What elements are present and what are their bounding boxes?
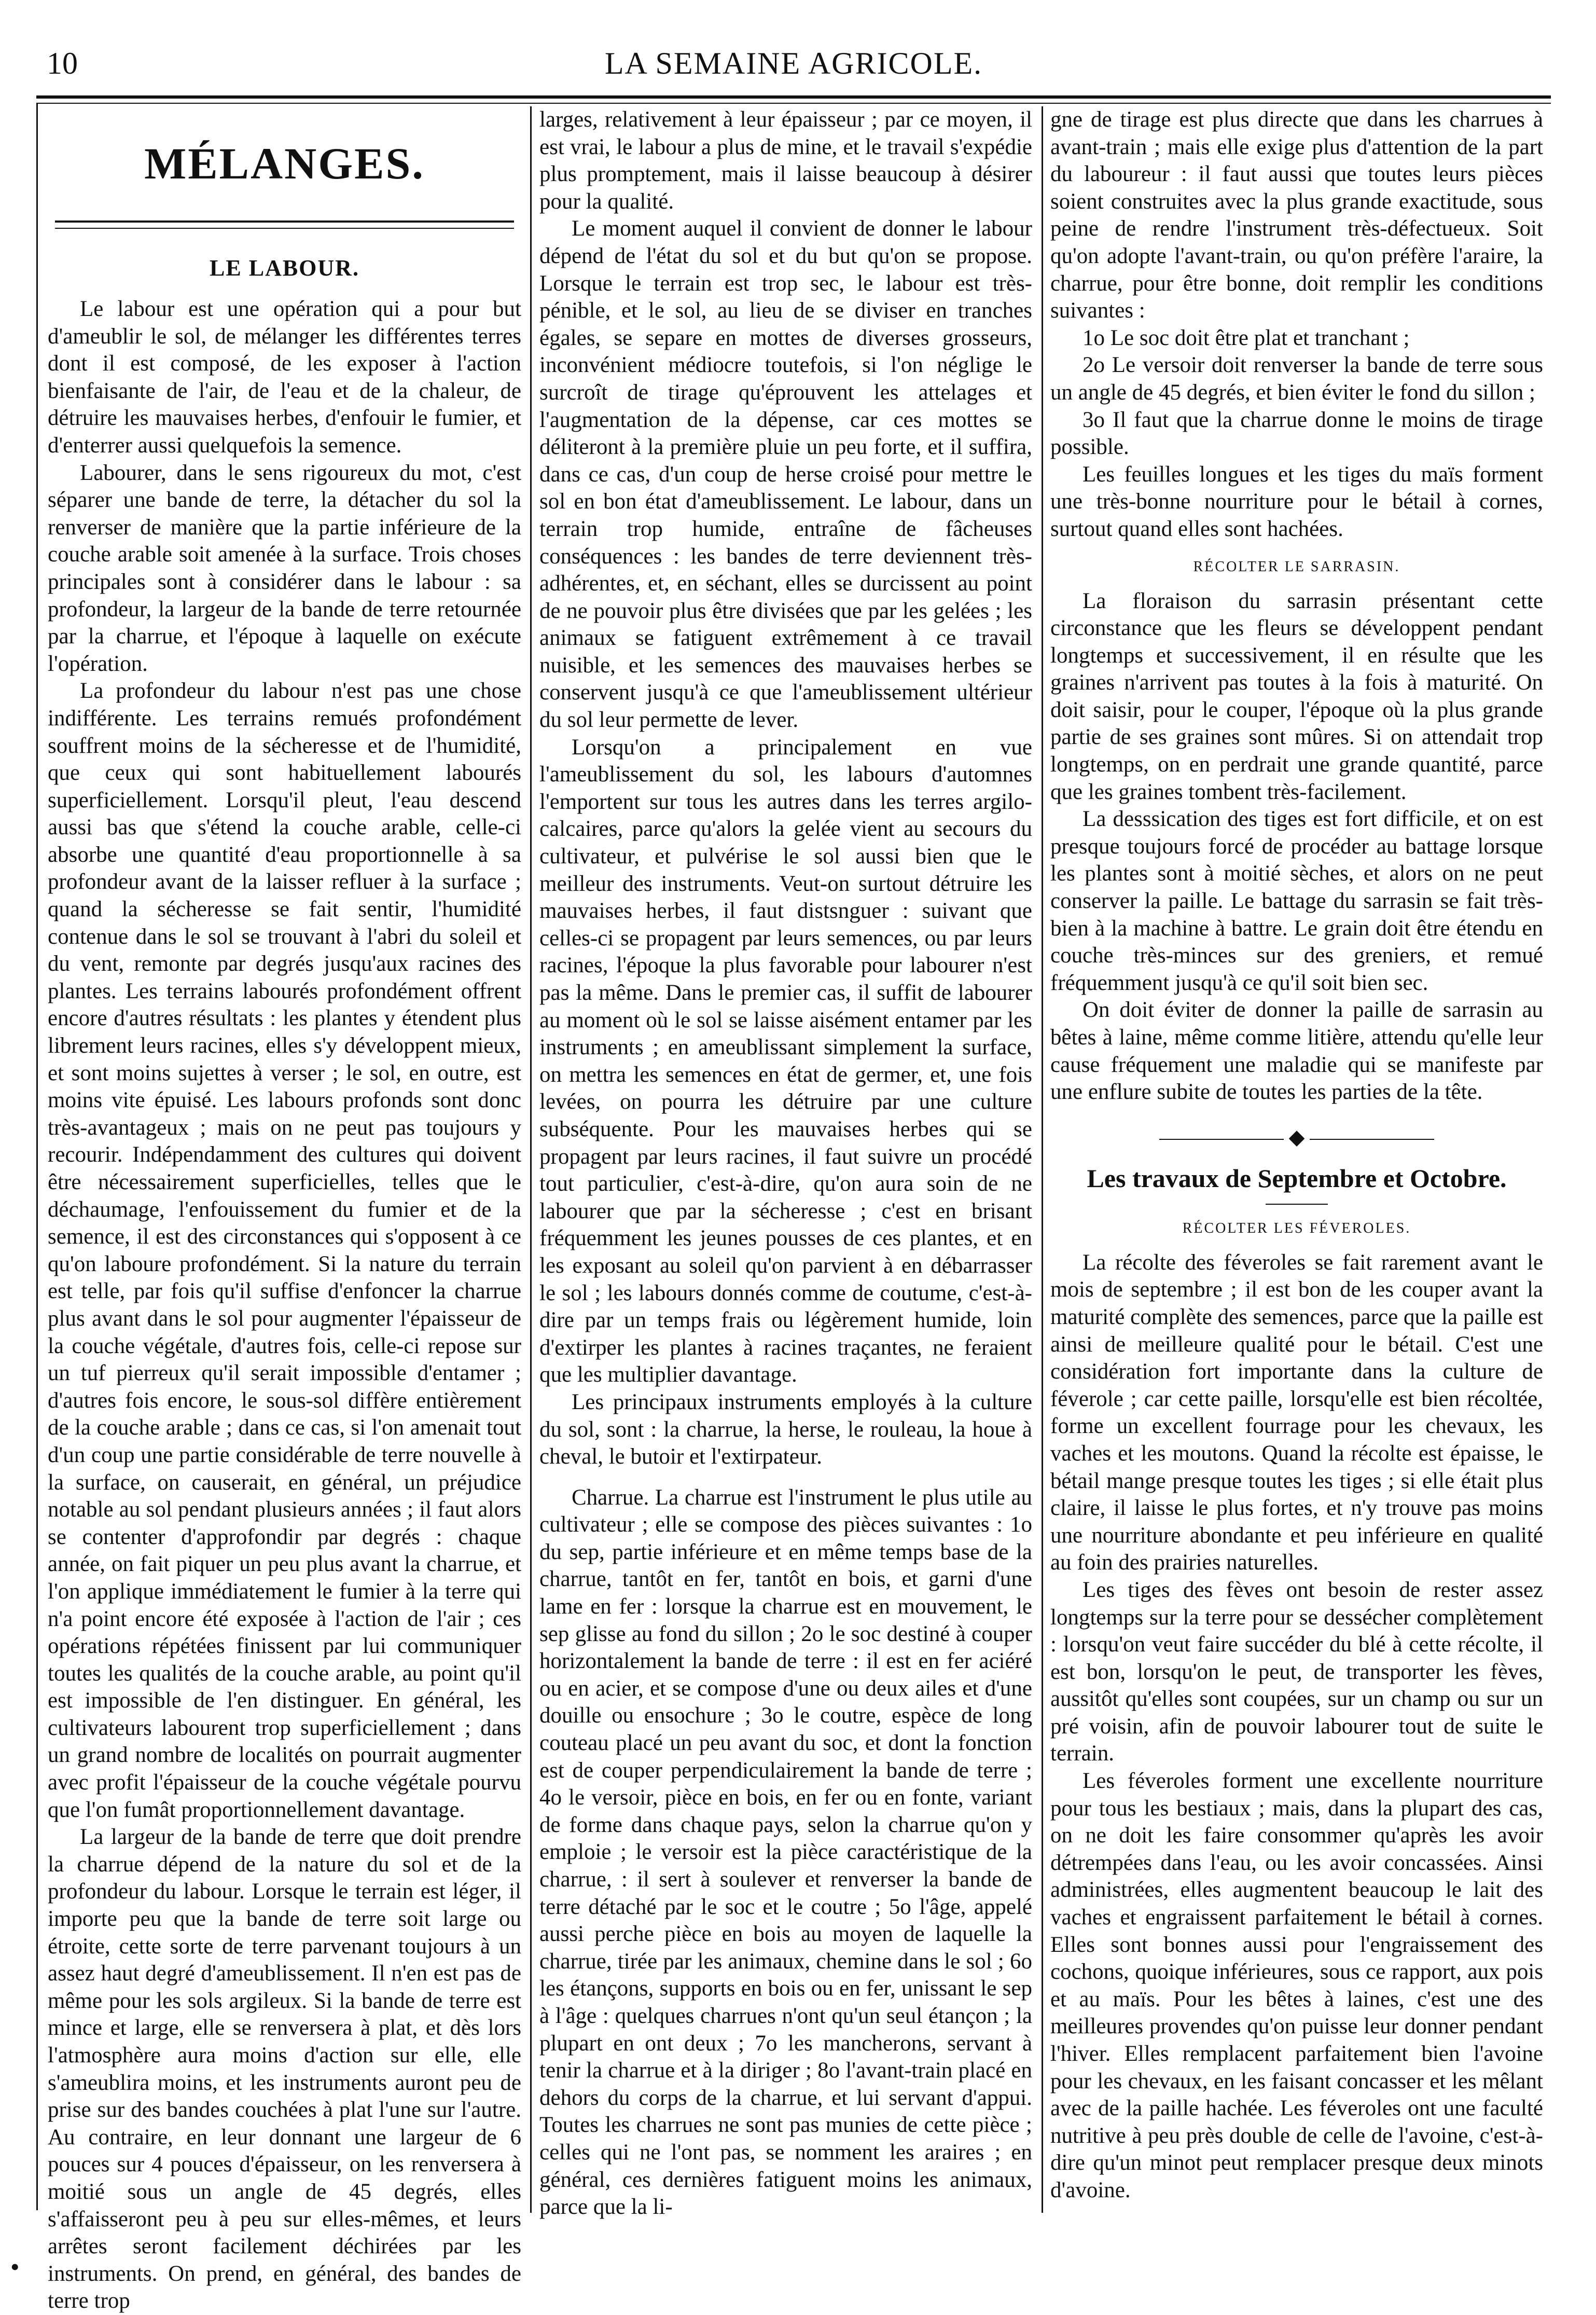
- paragraph: On doit éviter de donner la paille de sarrasin au bêtes à laine, même comme litière, attendu qu'elle leur cause fréquement une maladie qui se manifeste par une enflure subite de toutes les parties de la tête.: [1050, 998, 1543, 1105]
- subheading: RÉCOLTER LE SARRASIN.: [1193, 558, 1400, 575]
- section-title: MÉLANGES.: [144, 139, 425, 188]
- left-border-rule: [36, 104, 38, 2210]
- publication-title: LA SEMAINE AGRICOLE.: [604, 46, 983, 80]
- paragraph: Le labour est une opération qui a pour but d'ameublir le sol, de mélanger les différentes terres dont il est composé, de les exposer à l'action bienfaisante de l'air, de l'eau et de la chaleur, de détruire les mauvaises herbes, d'enfouir le fumier, et d'enterrer aussi quelquefois la semence.: [48, 297, 521, 458]
- list-item: 3o Il faut que la charrue donne le moins de tirage possible.: [1050, 407, 1543, 460]
- subheading: RÉCOLTER LES FÉVEROLES.: [1182, 1220, 1411, 1236]
- paragraph: Les principaux instruments employés à la culture du sol, sont : la charrue, la herse, le rouleau, la houe à cheval, le butoir et l'extirpateur.: [539, 1389, 1032, 1469]
- paragraph: Labourer, dans le sens rigoureux du mot, c'est séparer une bande de terre, la détacher du sol la renverser de manière que la partie inférieure de la couche arable soit amenée à la surface. Trois choses principales sont à considérer dans le labour : sa profondeur, la largeur de la bande de terre retournée par la charrue, et l'époque à laquelle on exécute l'opération.: [48, 460, 521, 676]
- column-2: [539, 106, 1032, 2220]
- header-rule-thin: [36, 103, 1551, 104]
- paragraph: Le moment auquel il convient de donner le labour dépend de l'état du sol et du but qu'on se propose. Lorsque le terrain est trop sec, le labour est très-pénible, et le sol, au lieu de se diviser en tranches égales, se separe en mottes de diverses grosseurs, inconvénient médiocre toutefois, si l'on néglige le surcroît de tirage qu'éprouvent les attelages et l'augmentation de la dépense, car ces mottes se déliteront à la première pluie un peu forte, et il suffira, dans ce cas, d'un coup de herse croisé pour mettre le sol en bon état d'ameublissement. Le labour, dans un terrain trop humide, entraîne de fâcheuses conséquences : les bandes de terre deviennent très-adhérentes, et, en séchant, elles se durcissent au point de ne pouvoir plus être divisées que par les gelées ; les animaux se fatiguent extrêmement à ce travail nuisible, et les semences des mauvaises herbes se conservent jusqu'à ce que l'ameublissement ultérieur du sol leur permette de lever.: [539, 216, 1032, 733]
- paragraph: gne de tirage est plus directe que dans les charrues à avant-train ; mais elle exige plus d'attention de la part du laboureur : il faut aussi que toutes leurs pièces soient construites avec la plus grande exactitude, sous peine de rendre l'instrument très-défectueux. Soit qu'on adopte l'avant-train, ou qu'on préfère l'araire, la charrue, pour être bonne, doit remplir les conditions suivantes :: [1050, 107, 1543, 323]
- column-separator-1: [530, 106, 532, 2213]
- paragraph: La récolte des féveroles se fait rarement avant le mois de septembre ; il est bon de les couper avant la maturité complète des semences, parce que la paille est ainsi de meilleure qualité pour le bétail. C'est une considération fort importante dans la culture de féverole ; car cette paille, lorsqu'elle est bien récoltée, forme un excellent fourrage pour les chevaux, les vaches et les moutons. Quand la récolte est épaisse, le bétail mange presque toutes les tiges ; si elle était plus claire, il laisse le plus fortes, et n'y trouve pas moins une nourriture abondante et peu inférieure en qualité au foin des prairies naturelles.: [1050, 1250, 1543, 1575]
- section-rule-thin: [55, 228, 514, 229]
- paragraph: La desssication des tiges est fort difficile, et on est presque toujours forcé de procéder au battage lorsque les plantes sont à moitié sèches, et alors on ne peut conserver la paille. Le battage du sarrasin se fait très-bien à la machine à battre. Le grain doit être étendu en couche très-minces sur des greniers, et remué fréquemment jusqu'à ce qu'il soit bien sec.: [1050, 807, 1543, 995]
- paragraph: La profondeur du labour n'est pas une chose indifférente. Les terrains remués profondément souffrent moins de la sécheresse et de l'humidité, que ceux qui sont habituellement labourés superficiellement. Lorsqu'il pleut, l'eau descend aussi bas que s'étend la couche arable, celle-ci absorbe une quantité d'eau proportionnelle à sa profondeur avant de la laisser refluer à la surface ; quand la sécheresse se fait sentir, l'humidité contenue dans le sol se trouvant à l'abri du soleil et du vent, remonte par degrés jusqu'aux racines des plantes. Les terrains labourés profondément offrent encore d'autres résultats : les plantes y étendent plus librement leurs racines, elles s'y développent mieux, et sont moins sujettes à verser ; le sol, en outre, est moins vite épuisé. Les labours profonds sont donc très-avantageux ; mais on ne peut pas toujours y recourir. Indépendamment des cultures qui doivent être nécessairement superficielles, telles que le déchaumage, l'enfouissement du fumier et de la semence, il est des circonstances qui s'opposent à ce qu'on laboure profondément. Si la nature du terrain est telle, par fois qu'il suffise d'enfoncer la charrue plus avant dans le sol pour augmenter l'épaisseur de la couche végétale, d'autres fois, celle-ci repose sur un tuf pierreux qu'il serait impossible d'entamer ; d'autres fois encore, le sous-sol diffère entièrement de la couche arable ; dans ce cas, si l'on amenait tout d'un coup une partie considérable de terre nouvelle à la surface, on causerait, en général, un préjudice notable au sol pendant plusieurs années ; il faut alors se contenter d'approfondir par degrés : chaque année, on fait piquer un peu plus avant la charrue, et l'on applique immédiatement le fumier à la terre qui n'a point encore été exposée à l'action de l'air ; ces opérations répétées finissent par lui communiquer toutes les qualités de la couche arable, au point qu'il est impossible de l'en distinguer. En général, les cultivateurs labourent trop superficiellement ; dans un grand nombre de localités on pourrait augmenter avec profit l'épaisseur de la couche végétale pourvu que l'on fumât proportionnellement davantage.: [48, 679, 521, 1822]
- section-rule-thick: [55, 221, 514, 223]
- paragraph: Les feuilles longues et les tiges du maïs forment une très-bonne nourriture pour le bétail à cornes, surtout quand elles sont hachées.: [1050, 462, 1543, 541]
- paragraph: Les féveroles forment une excellente nourriture pour tous les bestiaux ; mais, dans la plupart des cas, on ne doit les faire consommer qu'après les avoir détrempées dans l'eau, ou les avoir concassées. Ainsi administrées, elles augmentent beaucoup le lait des vaches et engraissent parfaitement le bétail à cornes. Elles sont bonnes aussi pour l'engraissement des cochons, quoique inférieures, sous ce rapport, aux pois et au maïs. Pour les bêtes à laines, c'est une des meilleures provendes qu'on puisse leur donner pendant l'hiver. Elles remplacent parfaitement bien l'avoine pour les chevaux, en les faisant concasser et les mêlant avec de la paille hachée. Les féveroles ont une faculté nutritive à peu près double de celle de l'avoine, c'est-à-dire qu'un minot peut remplacer presque deux minots d'avoine.: [1050, 1769, 1543, 2202]
- header-rule-thick: [36, 95, 1551, 99]
- paragraph: La largeur de la bande de terre que doit prendre la charrue dépend de la nature du sol et de la profondeur du labour. Lorsque le terrain est léger, il importe peu que la bande de terre soit large ou étroite, cette sorte de terre parvenant toujours à un assez haut degré d'ameublissement. Il n'en est pas de même pour les sols argileux. Si la bande de terre est mince et large, elle se renversera à plat, et dès lors l'atmosphère aura moins d'action sur elle, elle s'ameublira moins, et les instruments auront peu de prise sur des bandes couchées à plat l'une sur l'autre. Au contraire, en leur donnant une largeur de 6 pouces sur 4 pouces d'épaisseur, on les renversera à moitié sous un angle de 45 degrés, elles s'affaisseront peu à peu sur elles-mêmes, et leurs arrêtes seront facilement déchirées par les instruments. On prend, en général, des bandes de terre trop: [48, 1825, 521, 2313]
- short-rule: [1266, 1204, 1328, 1205]
- page-number: 10: [47, 46, 78, 80]
- paragraph: Les tiges des fèves ont besoin de rester assez longtemps sur la terre pour se dessécher complètement : lorsqu'on veut faire succéder du blé à cette récolte, il est bon, lorsqu'on le peut, de transporter les fèves, aussitôt qu'elles sont coupées, sur un champ ou sur un pré voisin, afin de pouvoir labourer tout de suite le terrain.: [1050, 1577, 1543, 1766]
- page-header: [36, 40, 1551, 90]
- column-1: [48, 106, 521, 2313]
- paragraph: Charrue. La charrue est l'instrument le plus utile au cultivateur ; elle se compose des pièces suivantes : 1o du sep, partie inférieure et en même temps base de la charrue, tantôt en fer, tantôt en bois, et garni d'une lame en fer : lorsque la charrue est en mouvement, le sep glisse au fond du sillon ; 2o le soc destiné à couper horizontalement la bande de terre : il est en fer aciéré ou en acier, et se compose d'une ou deux ailes et d'une douille ou ensochure ; 3o le coutre, espèce de long couteau placé un peu avant du soc, et dont la fonction est de couper perpendiculairement la bande de terre ; 4o le versoir, pièce en bois, en fer ou en fonte, variant de forme dans chaque pays, selon la charrue qu'on y emploie ; le versoir est la pièce caractéristique de la charrue, : il sert à soulever et renverser la bande de terre détaché par le soc et le coutre ; 5o l'âge, appelé aussi perche pièce en bois au moyen de laquelle la charrue, tirée par les animaux, chemine dans le sol ; 6o les étançons, supports en bois ou en fer, unissant le sep à l'âge : quelques charrues n'ont qu'un seul étançon ; la plupart en ont deux ; 7o les mancherons, servant à tenir la charrue et à la diriger ; 8o l'avant-train placé en dehors du corps de la charrue, et lui servant d'appui. Toutes les charrues ne sont pas munies de cette pièce ; celles qui ne l'ont pas, se nomment les araires ; en général, ces dernières fatiguent moins les animaux, parce que la li-: [539, 1485, 1032, 2220]
- column-separator-2: [1042, 106, 1043, 2213]
- ornament-divider: ◆: [1050, 1127, 1543, 1148]
- margin-dot: •: [10, 2252, 20, 2281]
- paragraph: larges, relativement à leur épaisseur ; par ce moyen, il est vrai, le labour a plus de mine, et le travail s'expédie plus promptement, mais il laisse beaucoup à désirer pour la qualité.: [539, 107, 1032, 214]
- article-title: LE LABOUR.: [210, 255, 359, 281]
- column-3: [1050, 106, 1543, 2213]
- paragraph: La floraison du sarrasin présentant cette circonstance que les fleurs se développent pendant longtemps et successivement, il en résulte que les graines n'arrivent pas toutes à la fois à maturité. On doit saisir, pour le couper, l'époque où la plus grande partie de ses graines sont mûres. Si on attendait trop longtemps, on en perdrait une grande quantité, parce que les graines tombent très-facilement.: [1050, 588, 1543, 804]
- list-item: 1o Le soc doit être plat et tranchant ;: [1082, 325, 1410, 350]
- list-item: 2o Le versoir doit renverser la bande de terre sous un angle de 45 degrés, et bien éviter le fond du sillon ;: [1050, 353, 1543, 405]
- section-2-title: Les travaux de Septembre et Octobre.: [1087, 1163, 1507, 1193]
- paragraph: Lorsqu'on a principalement en vue l'ameublissement du sol, les labours d'automnes l'emportent sur tous les autres dans les terres argilo-calcaires, parce qu'alors la gelée vient au secours du cultivateur, et pulvérise le sol aussi bien que le meilleur des instruments. Veut-on surtout détruire les mauvaises herbes, il faut distsnguer : suivant que celles-ci se propagent par leurs semences, ou par leurs racines, l'époque la plus favorable pour labourer n'est pas la même. Dans le premier cas, il suffit de labourer au moment où le sol se laisse aisément entamer par les instruments ; en ameublissant simplement la surface, on mettra les semences en état de germer, et, une fois levées, on pourra les détruire par une culture subséquente. Pour les mauvaises herbes qui se propagent par leurs racines, il faut suivre un procédé tout particulier, c'est-à-dire, qu'on aura soin de ne labourer que par la sécheresse ; c'est en brisant fréquemment les jeunes pousses de ces plantes, et en les exposant au soleil qu'on parvient à en débarrasser le sol ; les labours donnés comme de coutume, c'est-à-dire par un temps frais ou légèrement humide, loin d'extirper les plantes à racines traçantes, ne feraient que les multiplier davantage.: [539, 735, 1032, 1387]
